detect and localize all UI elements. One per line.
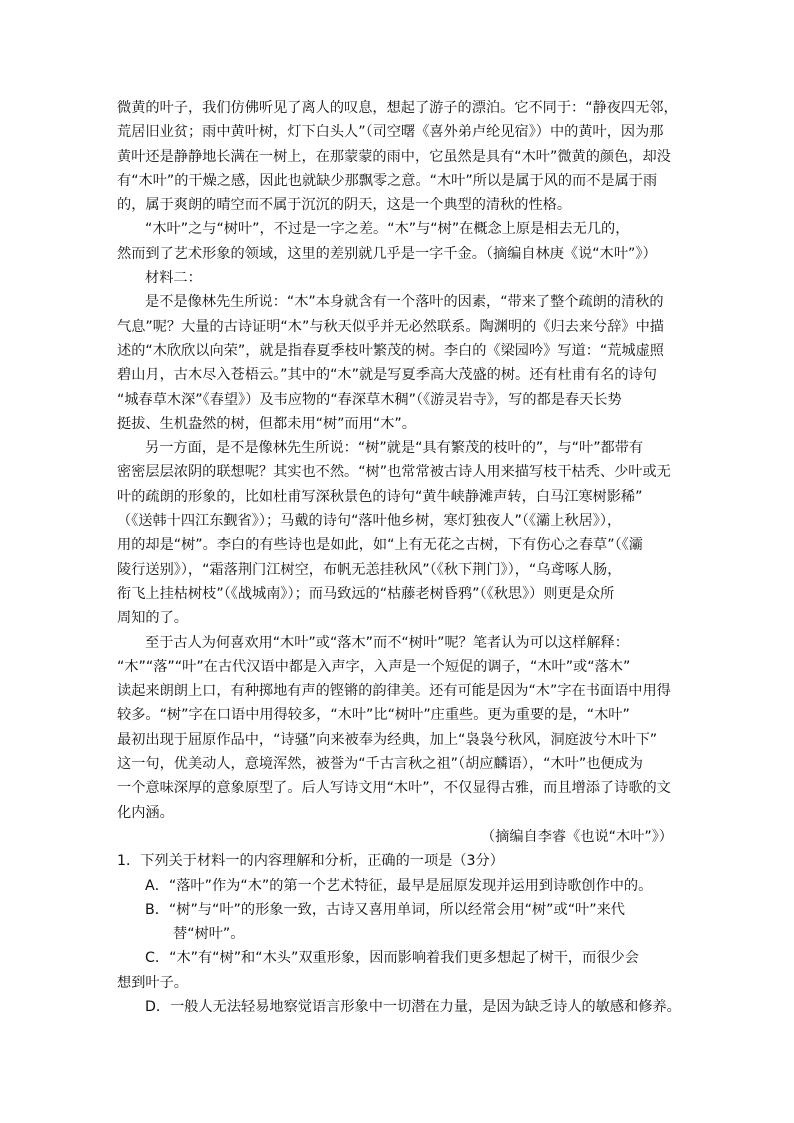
text-line: 化内涵。 xyxy=(117,804,174,821)
document-page xyxy=(117,96,679,1019)
text-line: 叶的疏朗的形象的，比如杜甫写深秋景色的诗句“黄牛峡静滩声转，白马江寒树影稀” xyxy=(117,488,643,505)
text-line: 密密层层浓阴的联想呢？其实也不然。“树”也常常被古诗人用来描写枝干枯秃、少叶或无 xyxy=(117,464,671,481)
text-line: 述的“木欣欣以向荣”，就是指春夏季枝叶繁茂的树。李白的《梁园吟》写道：“荒城虚照 xyxy=(117,342,664,359)
option-b-continued: 替“树叶”。 xyxy=(173,926,245,943)
text-line: 用的却是“树”。李白的有些诗也是如此，如“上有无花之古树，下有伤心之春草”（《灞 xyxy=(117,537,643,554)
text-line: 荒居旧业贫；雨中黄叶树，灯下白头人”（司空曙《喜外弟卢纶见宿》）中的黄叶，因为那 xyxy=(117,124,664,141)
text-line: 气息”呢？大量的古诗证明“木”与秋天似乎并无必然联系。陶渊明的《归去来兮辞》中描 xyxy=(117,318,664,335)
text-line: “木叶”之与“树叶”，不过是一字之差。“木”与“树”在概念上原是相去无几的， xyxy=(145,221,630,238)
source-citation: （摘编自李睿《也说“木叶”》） xyxy=(480,828,673,845)
text-line: 周知的了。 xyxy=(117,610,188,627)
text-line: 然而到了艺术形象的领域，这里的差别就几乎是一字千金。（摘编自林庚《说“木叶”》） xyxy=(117,245,657,262)
text-line: 一个意味深厚的意象原型了。后人写诗文用“木叶”，不仅显得古雅，而且增添了诗歌的文 xyxy=(117,780,671,797)
text-line: 微黄的叶子，我们仿佛听见了离人的叹息，想起了游子的漂泊。它不同于：“静夜四无邻， xyxy=(117,100,678,116)
text-line: 的，属于爽朗的晴空而不属于沉沉的阴天，这是一个典型的清秋的性格。 xyxy=(117,197,572,214)
text-line: 有“木叶”的干燥之感，因此也就缺少那飘零之意。“木叶”所以是属于风的而不是属于雨 xyxy=(117,172,658,189)
text-line: “木”“落”“叶”在古代汉语中都是入声字，入声是一个短促的调子，“木叶”或“落木” xyxy=(117,658,631,675)
text-line: 至于古人为何喜欢用“木叶”或“落木”而不“树叶”呢？笔者认为可以这样解释： xyxy=(145,634,629,651)
option-c: C．“木”有“树”和“木头”双重形象，因而影响着我们更多想起了树干，而很少会 xyxy=(145,950,639,967)
text-line: 较多。“树”字在口语中用得较多，“木叶”比“树叶”庄重些。更为重要的是，“木叶” xyxy=(117,707,630,724)
text-line: 最初出现于屈原作品中，“诗骚”向来被奉为经典，加上“袅袅兮秋风，洞庭波兮木叶下” xyxy=(117,731,658,748)
text-line: （《送韩十四江东觐省》）；马戴的诗句“落叶他乡树，寒灯独夜人”（《灞上秋居》）， xyxy=(117,513,622,530)
text-line: 另一方面，是不是像林先生所说：“树”就是“具有繁茂的枝叶的”，与“叶”都带有 xyxy=(145,440,644,457)
option-c-continued: 想到叶子。 xyxy=(117,974,188,991)
question-stem: 1．下列关于材料一的内容理解和分析，正确的一项是（3分） xyxy=(117,853,504,870)
option-a: A．“落叶”作为“木”的第一个艺术特征，最早是屈原发现并运用到诗歌创作中的。 xyxy=(145,877,653,894)
text-line: 黄叶还是静静地长满在一树上，在那蒙蒙的雨中，它虽然是具有“木叶”微黄的颜色，却没 xyxy=(117,148,671,165)
option-d: D．一般人无法轻易地察觉语言形象中一切潜在力量，是因为缺乏诗人的敏感和修养。 xyxy=(145,998,681,1015)
text-line: 这一句，优美动人，意境浑然，被誉为“千古言秋之祖”（胡应麟语），“木叶”也便成为 xyxy=(117,756,643,773)
text-line: 是不是像林先生所说：“木”本身就含有一个落叶的因素，“带来了整个疏朗的清秋的 xyxy=(145,294,664,311)
section-heading: 材料二： xyxy=(145,270,202,287)
text-line: 碧山月，古木尽入苍梧云。”其中的“木”就是写夏季高大茂盛的树。还有杜甫有名的诗句 xyxy=(117,367,657,384)
text-line: 读起来朗朗上口，有种掷地有声的铿锵的韵律美。还有可能是因为“木”字在书面语中用得 xyxy=(117,683,671,700)
text-line: 挺拔、生机盎然的树，但都未用“树”而用“木”。 xyxy=(117,415,416,432)
text-line: “城春草木深”《春望》）及韦应物的“春深草木稠”（《游灵岩寺》，写的都是春天长势 xyxy=(117,391,622,408)
text-line: 陵行送别》），“霜落荆门江树空，布帆无恙挂秋风”（《秋下荆门》），“乌鸢啄人肠， xyxy=(117,561,622,578)
text-line: 衔飞上挂枯树枝”（《战城南》）；而马致远的“枯藤老树昏鸦”（《秋思》）则更是众所 xyxy=(117,585,615,602)
option-b: B．“树”与“叶”的形象一致，古诗又喜用单词，所以经常会用“树”或“叶”来代 xyxy=(145,901,625,918)
